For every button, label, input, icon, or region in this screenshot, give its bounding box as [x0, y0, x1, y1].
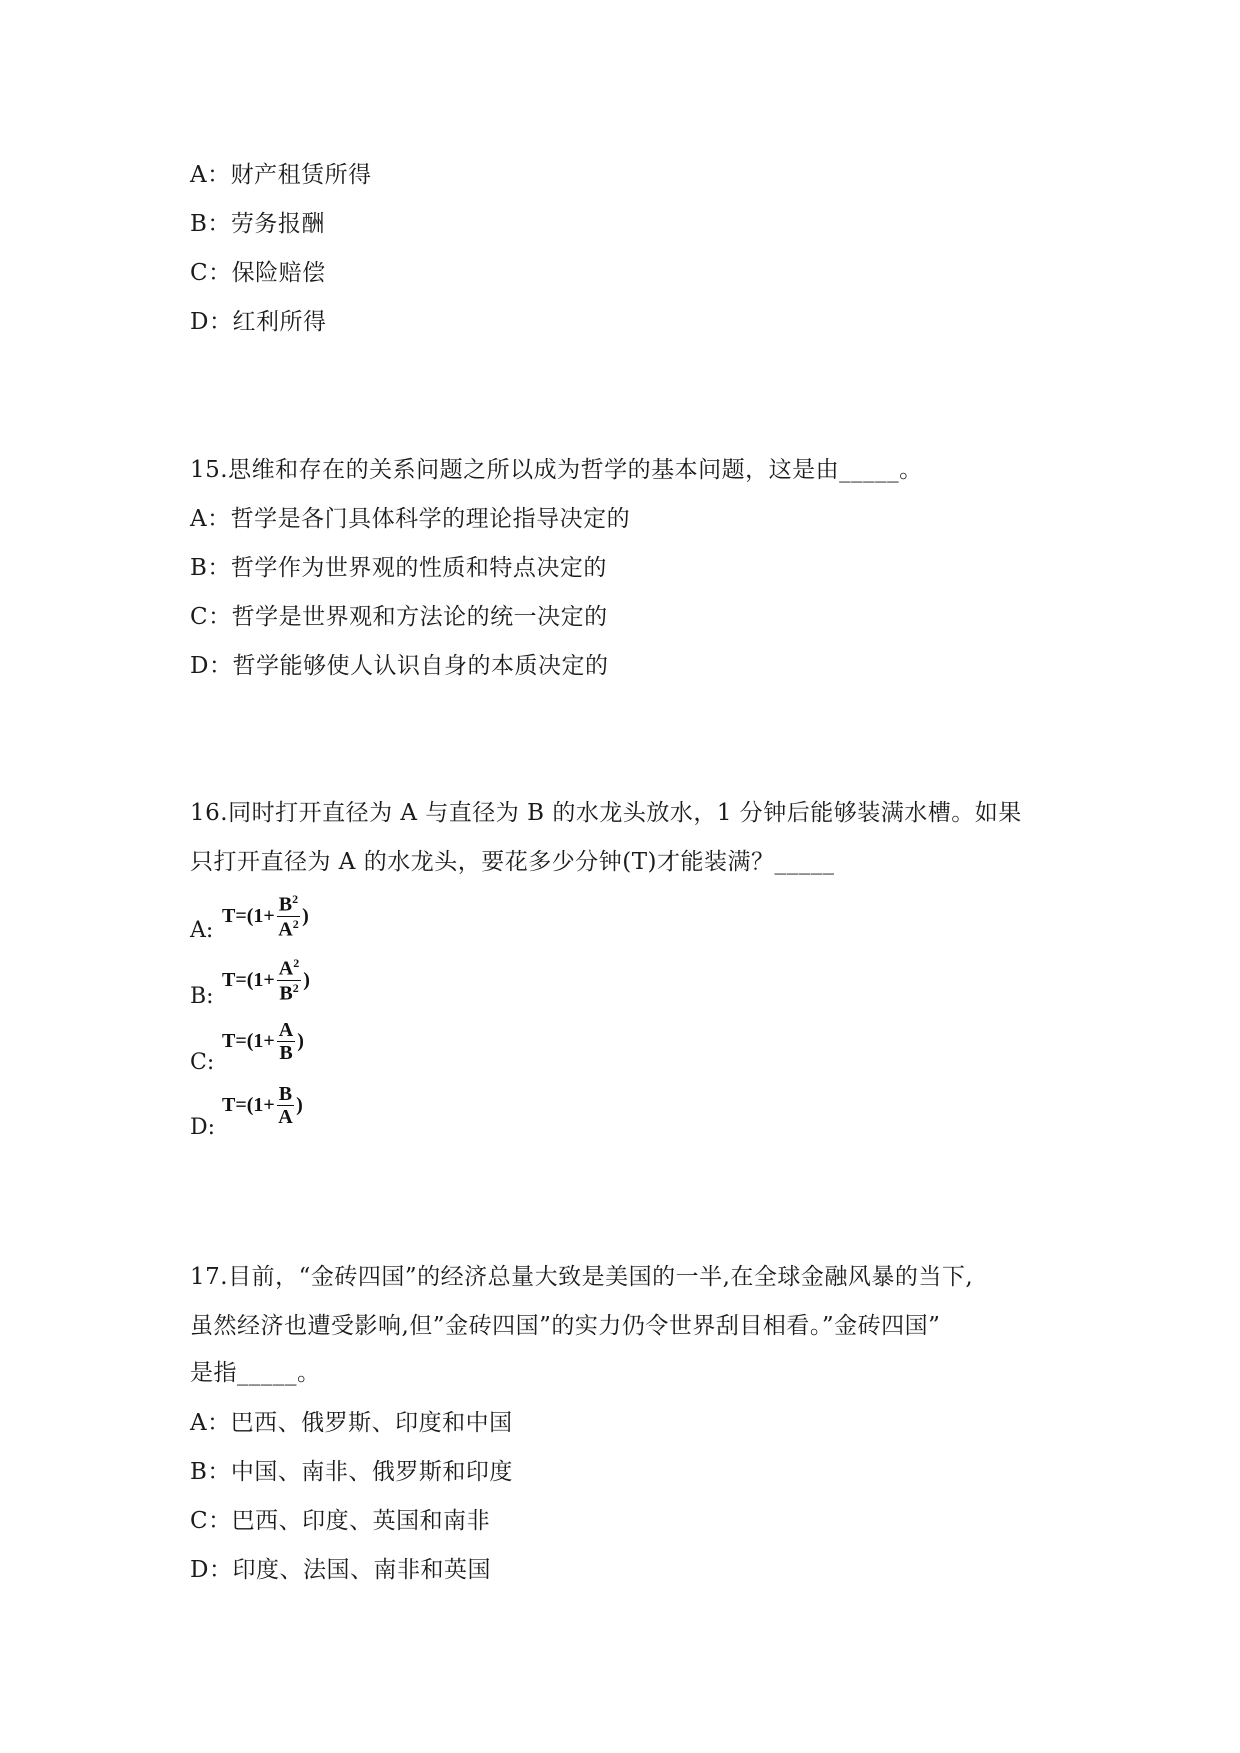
formula-numerator	[277, 893, 300, 917]
q16-option-a-label: A:	[190, 918, 214, 943]
q17-option-d: D：印度、法国、南非和英国	[190, 1557, 491, 1583]
formula-rhs: )	[296, 1094, 303, 1116]
q17-stem-line1: 17.目前，“金砖四国”的经济总量大致是美国的一半,在全球金融风暴的当下,	[190, 1264, 974, 1290]
q14-option-b: B：劳务报酬	[190, 211, 325, 237]
formula-rhs: )	[302, 904, 309, 927]
formula-denominator	[279, 981, 298, 1004]
q16-option-a-formula	[222, 893, 309, 939]
formula-fraction	[277, 1084, 294, 1127]
q14-option-c: C：保险赔偿	[190, 260, 326, 286]
formula-fraction	[277, 957, 301, 1003]
q15-option-b: B：哲学作为世界观的性质和特点决定的	[190, 555, 607, 581]
formula-fraction	[277, 1020, 295, 1063]
numerator-letter: B	[278, 893, 293, 916]
q15-option-a: A：哲学是各门具体科学的理论指导决定的	[190, 506, 631, 532]
q17-option-a: A：巴西、俄罗斯、印度和中国	[190, 1410, 513, 1436]
formula-lhs: T=(1+	[222, 904, 275, 927]
formula-fraction	[277, 893, 300, 939]
q15-option-c: C：哲学是世界观和方法论的统一决定的	[190, 604, 608, 630]
q16-option-d-formula	[222, 1084, 303, 1127]
q16-option-d-label: D:	[190, 1115, 216, 1140]
formula-rhs: )	[297, 1030, 304, 1052]
q16-option-b-formula	[222, 957, 310, 1003]
numerator-exponent: 2	[293, 956, 300, 970]
denominator-letter: B	[279, 982, 293, 1005]
numerator-letter: A	[278, 1019, 294, 1041]
q16-stem-line1: 16.同时打开直径为 A 与直径为 B 的水龙头放水，1 分钟后能够装满水槽。如果	[190, 800, 1022, 826]
formula-lhs: T=(1+	[222, 968, 275, 991]
numerator-exponent: 2	[292, 892, 299, 906]
formula-lhs: T=(1+	[222, 1030, 275, 1052]
formula-lhs: T=(1+	[222, 1094, 275, 1116]
q16-option-c-label: C:	[190, 1050, 215, 1075]
q17-option-c: C：巴西、印度、英国和南非	[190, 1508, 491, 1534]
formula-denominator	[279, 1042, 292, 1063]
q16-option-c-formula	[222, 1020, 304, 1063]
numerator-letter: A	[278, 957, 294, 980]
q15-stem: 15.思维和存在的关系问题之所以成为哲学的基本问题，这是由_____。	[190, 457, 923, 483]
denominator-letter: B	[279, 1042, 293, 1064]
formula-denominator	[278, 1106, 292, 1127]
q17-option-b: B：中国、南非、俄罗斯和印度	[190, 1459, 513, 1485]
formula-numerator	[277, 1020, 295, 1042]
q17-stem-line2: 虽然经济也遭受影响,但”金砖四国”的实力仍令世界刮目相看。”金砖四国”	[190, 1313, 941, 1339]
formula-rhs: )	[303, 968, 310, 991]
q15-option-d: D：哲学能够使人认识自身的本质决定的	[190, 653, 609, 679]
q16-option-b-label: B:	[190, 984, 214, 1009]
denominator-letter: A	[278, 918, 293, 941]
denominator-letter: A	[278, 1106, 293, 1128]
denominator-exponent: 2	[292, 980, 299, 995]
denominator-exponent: 2	[292, 916, 299, 931]
formula-numerator	[277, 1084, 294, 1106]
formula-denominator	[278, 917, 298, 940]
q16-stem-line2: 只打开直径为 A 的水龙头，要花多少分钟(T)才能装满？_____	[190, 849, 835, 875]
numerator-letter: B	[278, 1083, 293, 1105]
formula-numerator	[277, 957, 301, 981]
q17-stem-line3: 是指_____。	[190, 1360, 321, 1386]
q14-option-d: D：红利所得	[190, 309, 327, 335]
q14-option-a: A：财产租赁所得	[190, 162, 372, 188]
